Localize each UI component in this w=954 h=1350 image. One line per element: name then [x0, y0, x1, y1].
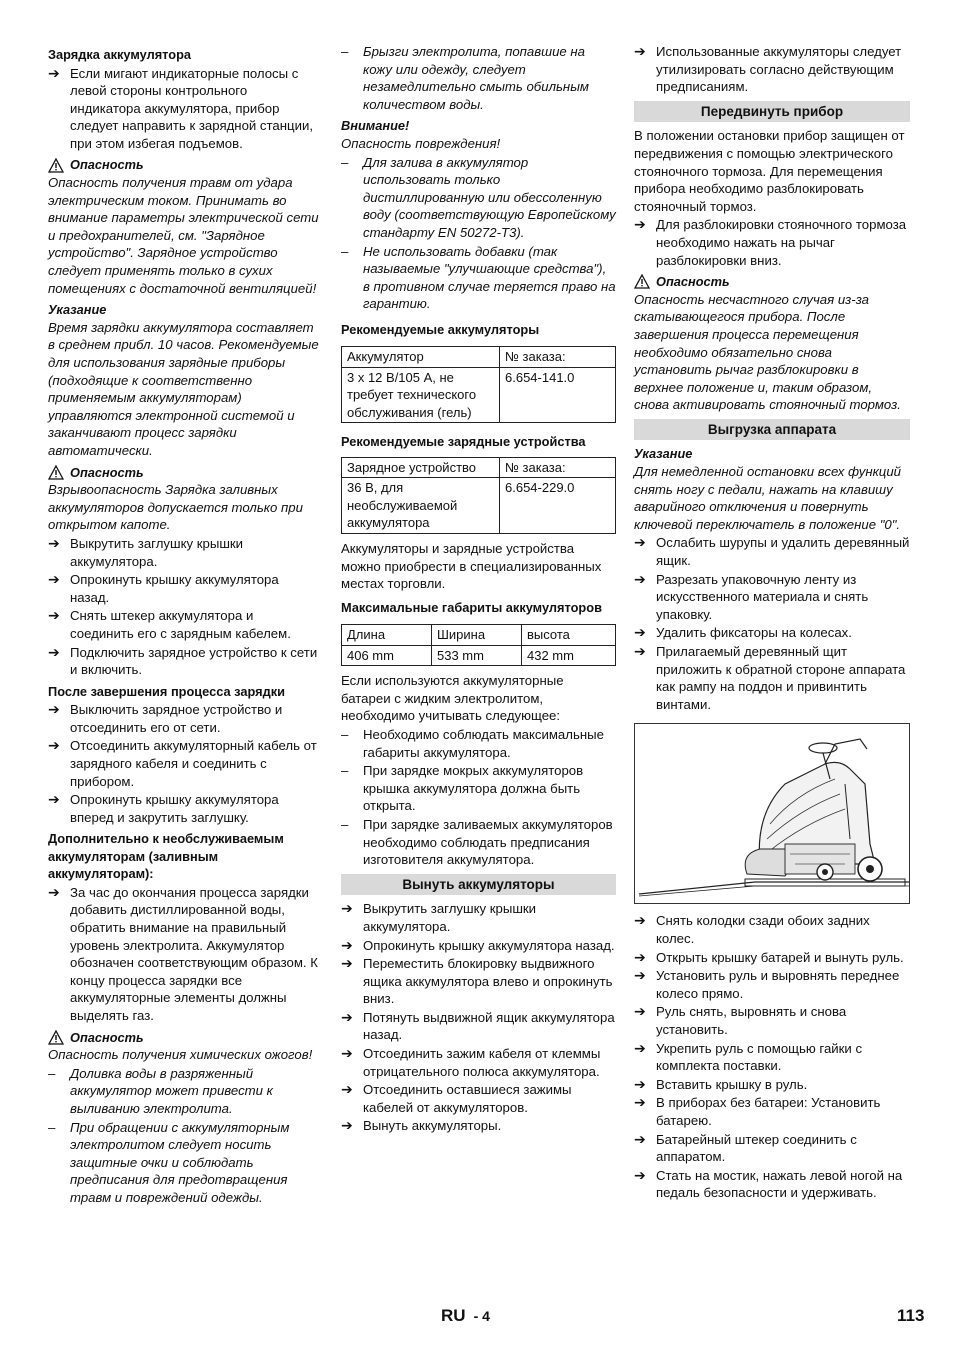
warning-triangle-icon — [48, 465, 64, 480]
step: ➔ Прилагаемый деревянный щит приложить к обратной стороне аппарата как рампу на поддон и привинтить винтами. — [634, 643, 906, 712]
arrow-right-icon: ➔ — [634, 43, 646, 59]
arrow-right-icon: ➔ — [48, 534, 60, 551]
step: ➔ Если мигают индикаторные полосы с левой стороны контрольного индикатора аккумулятора, прибор следует направить к зарядной станции, при этом избегая подъемов. — [48, 64, 313, 151]
arrow-right-icon: ➔ — [634, 1166, 646, 1183]
step: ➔ Открыть крышку батарей и вынуть руль. — [634, 948, 904, 965]
step: ➔ Опрокинуть крышку аккумулятора вперед и закрутить заглушку. — [48, 791, 279, 825]
dash-item: – Доливка воды в разряженный аккумулятор может привести к выливанию электролита. — [48, 1065, 273, 1116]
arrow-right-icon: ➔ — [341, 1117, 353, 1134]
move-text: В положении остановки прибор защищен от передвижения с помощью электрического стояночного тормоза. Для перемещения прибора необходимо разблокировать стояночный тормоз. — [634, 128, 905, 214]
table-header: № заказа: — [500, 347, 616, 368]
column-2 — [341, 42, 616, 1135]
section-bar-move-device: Передвинуть прибор — [634, 101, 910, 123]
arrow-right-icon: ➔ — [48, 607, 60, 624]
arrow-right-icon: ➔ — [634, 534, 646, 551]
arrow-right-icon: ➔ — [48, 571, 60, 588]
dash-item: – Брызги электролита, попавшие на кожу или одежду, следует незамедлительно смыть обильным количеством воды. — [341, 44, 589, 112]
column-3 — [634, 42, 910, 1202]
step: ➔ За час до окончания процесса зарядки добавить дистиллированной воды, обратить внимание на правильный уровень электролита. Аккумулятор обозначен соответствующим образом. К концу процесса зарядки все аккумуляторные элементы должны выделять газ. — [48, 883, 318, 1023]
danger-text: Опасность получения химических ожогов! — [48, 1047, 313, 1063]
arrow-right-icon: ➔ — [341, 1045, 353, 1062]
dash-item: – Необходимо соблюдать максимальные габариты аккумулятора. — [341, 726, 604, 760]
attention-text: Опасность повреждения! — [341, 135, 501, 151]
arrow-right-icon: ➔ — [48, 737, 60, 754]
arrow-right-icon: ➔ — [634, 948, 646, 965]
step: ➔ Установить руль и выровнять переднее колесо прямо. — [634, 967, 900, 1001]
arrow-right-icon: ➔ — [634, 1039, 646, 1056]
step: ➔ Использованные аккумуляторы следует утилизировать согласно действующим предписаниям. — [634, 43, 902, 95]
step: ➔ Стать на мостик, нажать левой ногой на педаль безопасности и удерживать. — [634, 1166, 903, 1201]
step: ➔ Опрокинуть крышку аккумулятора назад. — [48, 571, 279, 605]
danger-heading: Опасность — [48, 1029, 320, 1047]
dash-item: – При зарядке мокрых аккумуляторов крышка аккумулятора должна быть открыта. — [341, 763, 584, 814]
table-header: № заказа: — [500, 457, 616, 478]
danger-text: Опасность несчастного случая из-за скатывающегося прибора. После завершения процесса перемещения необходимо обязательно снова установить рычаг разблокировки в верхнее положение и, таким образом, снова активировать стояночный тормоз. — [634, 291, 901, 413]
heading-after-charging: После завершения процесса зарядки — [48, 683, 285, 699]
danger-text: Взрывоопасность Зарядка заливных аккумуляторов допускается только при открытом капоте. — [48, 482, 303, 533]
step: ➔ Вставить крышку в руль. — [634, 1075, 808, 1092]
table-cell: 6.654-141.0 — [500, 367, 616, 423]
arrow-right-icon: ➔ — [341, 955, 353, 972]
dimensions-table — [341, 624, 616, 666]
warning-triangle-icon — [48, 158, 64, 173]
arrow-right-icon: ➔ — [48, 791, 60, 808]
dash-item: – Для залива в аккумулятор использовать только дистиллированную или обессоленную воду (соответствующую Европейскому стандарту EN 50272-T3). — [341, 154, 616, 240]
heading-max-dimensions: Максимальные габариты аккумуляторов — [341, 599, 602, 615]
arrow-right-icon: ➔ — [48, 883, 60, 900]
step: ➔ Подключить зарядное устройство к сети и включить. — [48, 643, 318, 678]
section-bar-unload: Выгрузка аппарата — [634, 419, 910, 441]
footer-language-section — [441, 1307, 490, 1326]
table-cell: 3 x 12 В/105 А, не требует технического обслуживания (гель) — [342, 367, 500, 423]
step: ➔ Выключить зарядное устройство и отсоединить его от сети. — [48, 701, 283, 735]
step: ➔ В приборах без батареи: Установить батарею. — [634, 1094, 881, 1128]
table-header: Зарядное устройство — [342, 457, 500, 478]
step: ➔ Разрезать упаковочную ленту из искусственного материала и снять упаковку. — [634, 570, 869, 622]
danger-heading: Опасность — [48, 156, 320, 174]
column-1 — [48, 42, 320, 1207]
table-header: Ширина — [432, 625, 522, 646]
heading-charging: Зарядка аккумулятора — [48, 47, 192, 62]
step: ➔ Укрепить руль с помощью гайки с комплекта поставки. — [634, 1039, 863, 1074]
step: ➔ Вынуть аккумуляторы. — [341, 1117, 502, 1134]
warning-triangle-icon — [634, 274, 650, 289]
table-cell: 432 mm — [522, 645, 616, 666]
attention-heading: Внимание! — [341, 118, 410, 134]
arrow-right-icon: ➔ — [341, 1081, 353, 1098]
arrow-right-icon: ➔ — [634, 1094, 646, 1111]
step: ➔ Отсоединить аккумуляторный кабель от зарядного кабеля и соединить с прибором. — [48, 737, 317, 789]
wet-battery-text: Если используются аккумуляторные батареи с жидким электролитом, необходимо учитывать следующее: — [341, 673, 564, 724]
arrow-right-icon: ➔ — [634, 216, 646, 233]
note-text: Время зарядки аккумулятора составляет в среднем прибл. 10 часов. Рекомендуемые для использования зарядные приборы (подходящие к соответственно применяемым аккумуляторам) управляются электронной системой и заканчивают процесс зарядки автоматически. — [48, 319, 319, 458]
arrow-right-icon: ➔ — [341, 900, 353, 917]
arrow-right-icon: ➔ — [341, 1008, 353, 1025]
dash-item: – Не использовать добавки (так называемые "улучшающие средства"), в противном случае теряется право на гарантию. — [341, 243, 616, 312]
step: ➔ Снять колодки сзади обоих задних колес. — [634, 912, 870, 946]
danger-heading: Опасность — [634, 273, 910, 291]
machine-on-ramp-illustration — [634, 723, 910, 904]
step: ➔ Опрокинуть крышку аккумулятора назад. — [341, 936, 615, 953]
table-header: Длина — [342, 625, 432, 646]
note-heading: Указание — [634, 446, 693, 462]
arrow-right-icon: ➔ — [634, 643, 646, 659]
dash-item: – При зарядке заливаемых аккумуляторов необходимо соблюдать предписания изготовителя аккумулятора. — [341, 816, 613, 868]
step: ➔ Руль снять, выровнять и снова установить. — [634, 1003, 847, 1037]
heading-recommended-chargers: Рекомендуемые зарядные устройства — [341, 434, 586, 450]
danger-text: Опасность получения травм от удара электрическим током. Принимать во внимание параметры электрической сети и предохранителей, см. "Зарядное устройство". Зарядное устройство следует применять только в сухих помещениях с достаточной вентиляцией! — [48, 175, 319, 296]
arrow-right-icon: ➔ — [634, 967, 646, 984]
arrow-right-icon: ➔ — [48, 701, 60, 718]
note-heading: Указание — [48, 302, 107, 318]
section-bar-remove-batteries: Вынуть аккумуляторы — [341, 874, 616, 896]
table-header: высота — [522, 625, 616, 646]
arrow-right-icon: ➔ — [634, 570, 646, 587]
section-number: - 4 — [473, 1308, 490, 1324]
step: ➔ Выкрутить заглушку крышки аккумулятора. — [48, 534, 244, 569]
danger-heading: Опасность — [48, 464, 320, 482]
step: ➔ Потянуть выдвижной ящик аккумулятора назад. — [341, 1008, 615, 1043]
warning-triangle-icon — [48, 1030, 64, 1045]
heading-recommended-batteries: Рекомендуемые аккумуляторы — [341, 321, 540, 337]
dash-item: – При обращении с аккумуляторным электролитом следует носить защитные очки и соблюдать предписания для предотвращения травм и повреждений одежды. — [48, 1119, 290, 1205]
step: ➔ Выкрутить заглушку крышки аккумулятора. — [341, 900, 537, 934]
language-code: RU — [441, 1306, 466, 1325]
sweeper-drawing — [635, 724, 909, 903]
heading-extra: Дополнительно к необслуживаемым аккумуляторам (заливным аккумуляторам): — [48, 831, 284, 882]
note-text: Для немедленной остановки всех функций снять ногу с педали, нажать на клавишу аварийного отключения и повернуть ключевой переключатель в положение "0". — [634, 464, 902, 532]
arrow-right-icon: ➔ — [634, 1003, 646, 1020]
table-cell: 36 В, для необслуживаемой аккумулятора — [342, 478, 500, 534]
table-header: Аккумулятор — [342, 347, 500, 368]
arrow-right-icon: ➔ — [634, 624, 646, 641]
battery-table — [341, 346, 616, 423]
arrow-right-icon: ➔ — [48, 64, 60, 81]
step: ➔ Для разблокировки стояночного тормоза необходимо нажать на рычаг разблокировки вниз. — [634, 216, 907, 268]
step: ➔ Снять штекер аккумулятора и соединить его с зарядным кабелем. — [48, 607, 291, 641]
step: ➔ Переместить блокировку выдвижного ящика аккумулятора влево и опрокинуть вниз. — [341, 955, 613, 1007]
page-number: 113 — [897, 1306, 925, 1325]
arrow-right-icon: ➔ — [634, 1130, 646, 1147]
step: ➔ Удалить фиксаторы на колесах. — [634, 624, 852, 641]
table-cell: 6.654-229.0 — [500, 478, 616, 534]
purchase-text: Аккумуляторы и зарядные устройства можно приобрести в специализированных местах торговли. — [341, 540, 602, 592]
step: ➔ Ослабить шурупы и удалить деревянный ящик. — [634, 534, 910, 569]
step: ➔ Отсоединить оставшиеся зажимы кабелей от аккумуляторов. — [341, 1081, 572, 1115]
charger-table — [341, 457, 616, 534]
arrow-right-icon: ➔ — [634, 1075, 646, 1092]
arrow-right-icon: ➔ — [634, 912, 646, 929]
step: ➔ Отсоединить зажим кабеля от клеммы отрицательного полюса аккумулятора. — [341, 1045, 601, 1079]
step: ➔ Батарейный штекер соединить с аппаратом. — [634, 1130, 857, 1165]
table-cell: 406 mm — [342, 645, 432, 666]
arrow-right-icon: ➔ — [48, 643, 60, 660]
arrow-right-icon: ➔ — [341, 936, 353, 953]
table-cell: 533 mm — [432, 645, 522, 666]
